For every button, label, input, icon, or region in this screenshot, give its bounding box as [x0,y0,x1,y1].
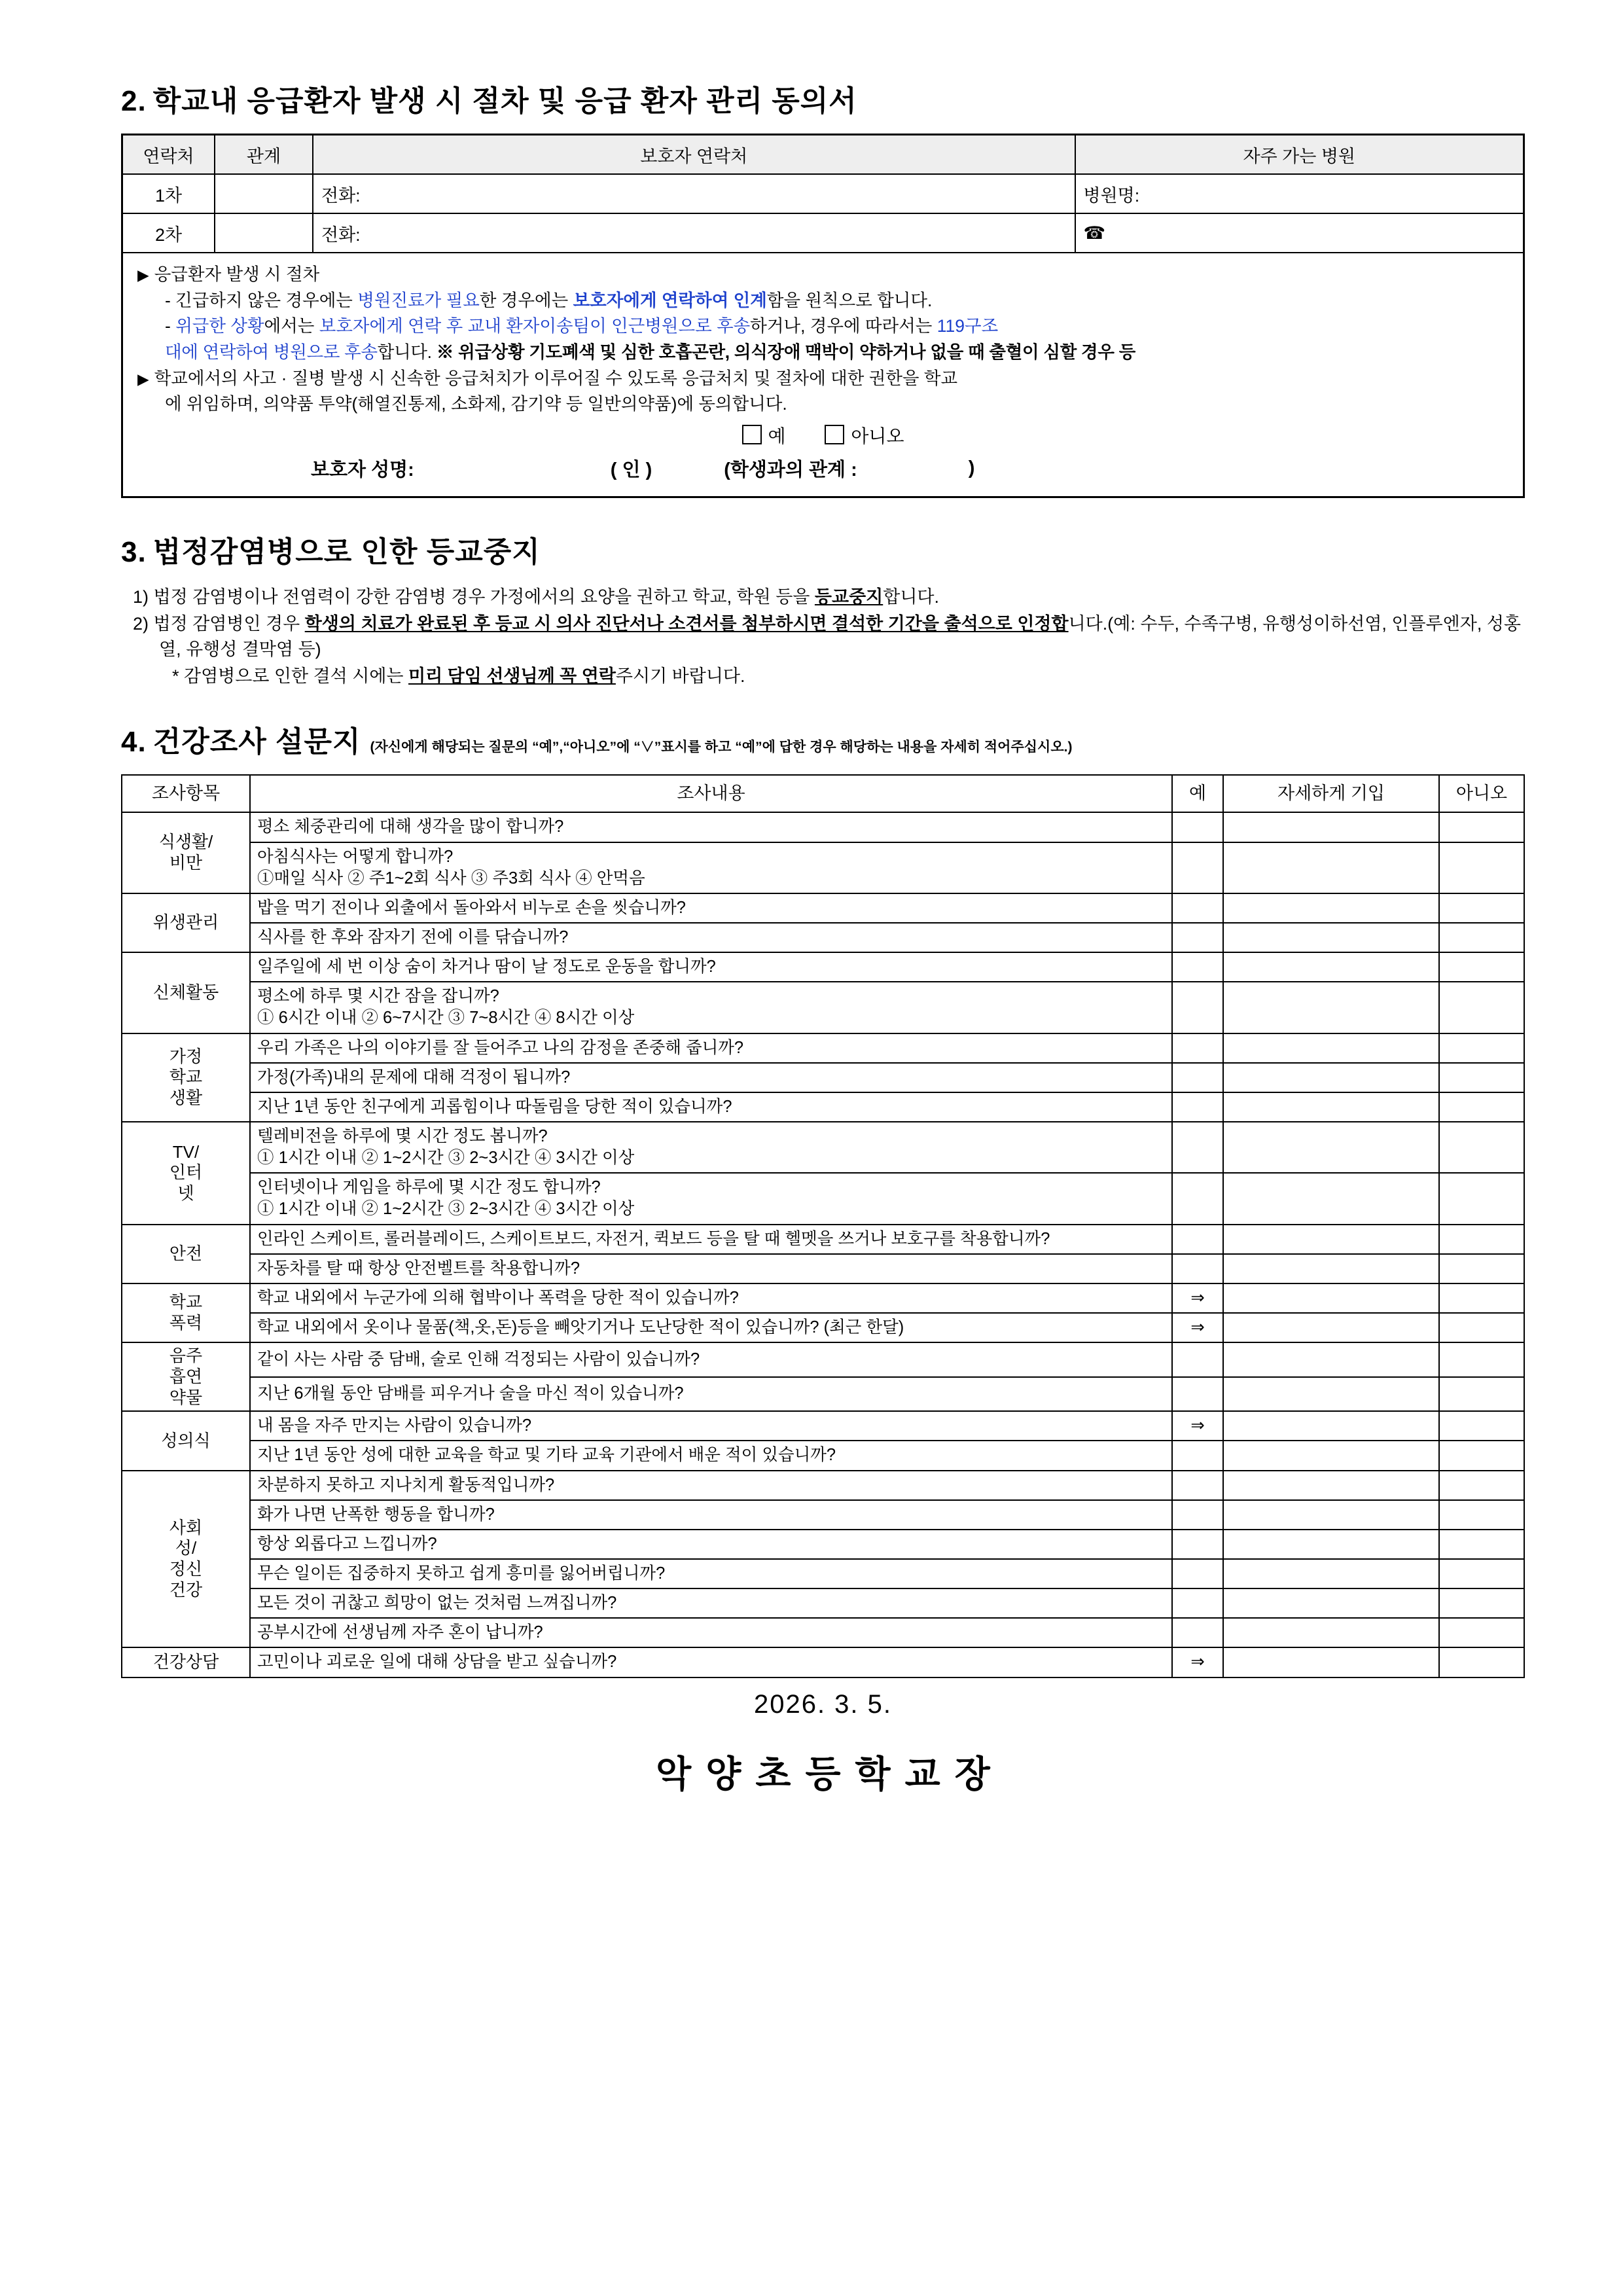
survey-question: 차분하지 못하고 지나치게 활동적입니까? [250,1471,1172,1500]
agreement-options [137,422,1508,448]
table-row [122,1377,1524,1412]
survey-yes-cell[interactable]: ⇒ [1172,1283,1223,1313]
survey-detail-cell[interactable] [1223,1225,1439,1254]
note-head-2b-text: 에 위임하며, 의약품 투약(해열진통제, 소화제, 감기약 등 일반의약품)에 동의합니다. [165,394,787,414]
note-line-2-c: 하거나, 경우에 따라서는 [750,316,937,336]
survey-no-cell[interactable] [1439,812,1524,842]
table-row [122,1122,1524,1173]
section2-heading-text: 학교내 응급환자 발생 시 절차 및 응급 환자 관리 동의서 [152,85,857,117]
contact-order-1: 1차 [123,174,215,213]
table-row [122,923,1524,952]
table-row [122,1033,1524,1063]
survey-detail-cell[interactable] [1223,1254,1439,1283]
table-row [123,174,1523,213]
agree-yes-label: 예 [768,425,786,446]
survey-no-cell[interactable] [1439,1033,1524,1063]
survey-question: 화가 나면 난폭한 행동을 합니까? [250,1500,1172,1530]
survey-yes-cell[interactable] [1172,1588,1223,1618]
survey-no-cell[interactable] [1439,1254,1524,1283]
survey-category: 학교 폭력 [122,1283,250,1342]
table-row [122,1283,1524,1313]
relation-field-2[interactable] [215,213,313,253]
agree-no-option[interactable] [825,426,904,446]
phone-icon: ☎ [1075,213,1524,253]
school-name: 악양초등학교장 [656,1753,1005,1795]
item-text-1b: 합니다. [883,586,939,607]
table-row [122,893,1524,923]
survey-category: 가정 학교 생활 [122,1033,250,1122]
item-text-2b: 니다.(예: 수두, 수족구병, 유행성이하선염, 인플루엔자, 성홍열, 유행성 결막염 등) [159,613,1521,660]
section3-note-b: 주시기 바랍니다. [615,666,745,687]
note-line-3-warning: ※ 위급상황 기도폐색 및 심한 호흡곤란, 의식장애 맥박이 약하거나 없을 때 출혈이 심할 경우 등 [436,342,1136,362]
table-row [122,1471,1524,1500]
survey-no-cell[interactable] [1439,1173,1524,1224]
table-row [122,1313,1524,1342]
document-date: 2026. 3. 5. [753,1689,893,1719]
emergency-contact-table [123,135,1523,253]
table-row [122,1588,1524,1618]
note-head-1 [137,262,1508,287]
note-line-1-boldblue: 보호자에게 연락하여 인계 [573,290,767,310]
col-header-guardian-contact: 보호자 연락처 [313,135,1075,174]
survey-no-cell[interactable] [1439,1618,1524,1647]
survey-no-cell[interactable] [1439,1225,1524,1254]
item-text-2a: 법정 감염병인 경우 [153,613,305,634]
phone-field-1[interactable]: 전화: [313,174,1075,213]
survey-category: 안전 [122,1225,250,1283]
survey-yes-cell[interactable] [1172,1618,1223,1647]
survey-yes-cell[interactable] [1172,1441,1223,1470]
phone-field-2[interactable]: 전화: [313,213,1075,253]
survey-yes-cell[interactable] [1172,812,1223,842]
note-line-1 [137,289,1508,314]
survey-yes-cell[interactable] [1172,1377,1223,1412]
survey-question: 지난 1년 동안 친구에게 괴롭힘이나 따돌림을 당한 적이 있습니까? [250,1092,1172,1122]
table-row [122,1559,1524,1588]
table-row [122,1173,1524,1224]
section3-list [121,584,1525,662]
survey-category: 식생활/ 비만 [122,812,250,893]
section4-title [121,718,1525,760]
checkbox-yes[interactable] [742,425,762,444]
survey-category: 음주 흡연 약물 [122,1342,250,1411]
survey-detail-cell[interactable] [1223,1063,1439,1092]
survey-yes-cell[interactable] [1172,982,1223,1033]
note-line-3-c: 합니다. [377,342,437,362]
table-row [122,1647,1524,1677]
table-row [122,952,1524,982]
survey-no-cell[interactable] [1439,1588,1524,1618]
note-line-1-c: 함을 원칙으로 합니다. [766,290,933,310]
col-header-no: 아니오 [1439,775,1524,812]
table-row [122,842,1524,893]
survey-no-cell[interactable] [1439,952,1524,982]
survey-detail-cell[interactable] [1223,1377,1439,1412]
survey-question: 일주일에 세 번 이상 숨이 차거나 땀이 날 정도로 운동을 합니까? [250,952,1172,982]
survey-question: 평소에 하루 몇 시간 잠을 잡니까? ① 6시간 이내 ② 6~7시간 ③ 7~8시간 ④ 8시간 이상 [250,982,1172,1033]
table-row [122,1092,1524,1122]
section3-title [121,528,1525,570]
note-line-2-a: - [165,316,176,336]
item-number-2: 2) [133,613,149,634]
section3-note-underline: 미리 담임 선생님께 꼭 연락 [408,666,616,687]
item-underline-1: 등교중지 [814,586,883,607]
agree-no-label: 아니오 [851,425,904,446]
table-row [122,1342,1524,1377]
note-head-2-text: 학교에서의 사고 · 질병 발생 시 신속한 응급처치가 이루어질 수 있도록 응급처치 및 절차에 대한 권한을 학교 [154,368,958,388]
survey-question: 텔레비전을 하루에 몇 시간 정도 봅니까? ① 1시간 이내 ② 1~2시간 ③ 2~3시간 ④ 3시간 이상 [250,1122,1172,1173]
survey-question: 아침식사는 어떻게 합니까? ①매일 식사 ② 주1~2회 식사 ③ 주3회 식사 ④ 안먹음 [250,842,1172,893]
section3-number: 3. [121,535,147,568]
table-row [122,1063,1524,1092]
triangle-bullet-icon-2: ▶ [137,370,149,387]
survey-yes-cell[interactable] [1172,1471,1223,1500]
survey-detail-cell[interactable] [1223,1313,1439,1342]
note-line-2 [137,314,1508,339]
survey-question: 평소 체중관리에 대해 생각을 많이 합니까? [250,812,1172,842]
survey-no-cell[interactable] [1439,1441,1524,1470]
col-header-detail: 자세하게 기입 [1223,775,1439,812]
survey-detail-cell[interactable] [1223,1173,1439,1224]
survey-yes-cell[interactable] [1172,923,1223,952]
section4-subtitle: (자신에게 해당되는 질문의 “예”,“아니오”에 “∨”표시를 하고 “예”에 답한 경우 해당하는 내용을 자세히 적어주십시오.) [370,740,1073,755]
note-line-2-blue3: 119구조 [936,316,999,336]
note-line-1-b: 한 경우에는 [479,290,573,310]
survey-yes-cell[interactable] [1172,952,1223,982]
survey-no-cell[interactable] [1439,1377,1524,1412]
survey-detail-cell[interactable] [1223,1122,1439,1173]
survey-no-cell[interactable] [1439,1313,1524,1342]
note-line-3 [137,340,1508,365]
survey-detail-cell[interactable] [1223,812,1439,842]
survey-question: 공부시간에 선생님께 자주 혼이 납니까? [250,1618,1172,1647]
survey-detail-cell[interactable] [1223,1092,1439,1122]
survey-category: 위생관리 [122,893,250,952]
survey-detail-cell[interactable] [1223,1033,1439,1063]
section2-number: 2. [121,85,147,117]
table-row [122,1411,1524,1441]
list-item [121,611,1525,662]
survey-detail-cell[interactable] [1223,1411,1439,1441]
survey-no-cell[interactable] [1439,1063,1524,1092]
health-survey-table [121,774,1525,1677]
survey-detail-cell[interactable] [1223,982,1439,1033]
survey-no-cell[interactable] [1439,923,1524,952]
survey-no-cell[interactable] [1439,1092,1524,1122]
survey-question: 식사를 한 후와 잠자기 전에 이를 닦습니까? [250,923,1172,952]
survey-question: 지난 6개월 동안 담배를 피우거나 술을 마신 적이 있습니까? [250,1377,1172,1412]
survey-detail-cell[interactable] [1223,1588,1439,1618]
note-line-3-blue: 대에 연락하여 병원으로 후송 [165,342,378,362]
survey-question: 자동차를 탈 때 항상 안전벨트를 착용합니까? [250,1254,1172,1283]
survey-question: 내 몸을 자주 만지는 사람이 있습니까? [250,1411,1172,1441]
survey-detail-cell[interactable] [1223,1283,1439,1313]
col-header-hospital: 자주 가는 병원 [1075,135,1524,174]
note-line-2-b: 에서는 [264,316,319,336]
survey-question: 가정(가족)내의 문제에 대해 걱정이 됩니까? [250,1063,1172,1092]
survey-question: 고민이나 괴로운 일에 대해 상담을 받고 싶습니까? [250,1647,1172,1677]
survey-detail-cell[interactable] [1223,893,1439,923]
survey-yes-cell[interactable]: ⇒ [1172,1313,1223,1342]
table-row [122,1530,1524,1559]
survey-category: 건강상담 [122,1647,250,1677]
survey-detail-cell[interactable] [1223,1441,1439,1470]
survey-question: 항상 외롭다고 느낍니까? [250,1530,1172,1559]
contact-order-2: 2차 [123,213,215,253]
survey-question: 학교 내외에서 누군가에 의해 협박이나 폭력을 당한 적이 있습니까? [250,1283,1172,1313]
survey-no-cell[interactable] [1439,1471,1524,1500]
survey-yes-cell[interactable] [1172,1500,1223,1530]
survey-no-cell[interactable] [1439,893,1524,923]
survey-detail-cell[interactable] [1223,1471,1439,1500]
survey-category: 신체활동 [122,952,250,1033]
survey-question: 밥을 먹기 전이나 외출에서 돌아와서 비누로 손을 씻습니까? [250,893,1172,923]
survey-yes-cell[interactable] [1172,1225,1223,1254]
survey-question: 지난 1년 동안 성에 대한 교육을 학교 및 기타 교육 기관에서 배운 적이 있습니까? [250,1441,1172,1470]
section2-box [121,134,1525,498]
table-row [122,1441,1524,1470]
survey-detail-cell[interactable] [1223,923,1439,952]
survey-detail-cell[interactable] [1223,952,1439,982]
hospital-field-1[interactable]: 병원명: [1075,174,1524,213]
section4-heading-text: 건강조사 설문지 [152,726,361,759]
table-row [122,1254,1524,1283]
survey-no-cell[interactable] [1439,1530,1524,1559]
item-underline-2: 학생의 치료가 완료된 후 등교 시 의사 진단서나 소견서를 첨부하시면 결석한 기간을 출석으로 인정합 [304,613,1069,634]
survey-yes-cell[interactable] [1172,1033,1223,1063]
list-item [121,584,1525,610]
survey-yes-cell[interactable]: ⇒ [1172,1647,1223,1677]
survey-no-cell[interactable] [1439,1283,1524,1313]
emergency-notes [123,253,1523,496]
note-head-2b [137,392,1508,417]
survey-yes-cell[interactable] [1172,1122,1223,1173]
relation-field-1[interactable] [215,174,313,213]
survey-question: 인라인 스케이트, 롤러블레이드, 스케이트보드, 자전거, 퀵보드 등을 탈 때 헬멧을 쓰거나 보호구를 착용합니까? [250,1225,1172,1254]
survey-detail-cell[interactable] [1223,1342,1439,1377]
table-header-row [123,135,1523,174]
survey-category: 성의식 [122,1411,250,1470]
survey-detail-cell[interactable] [1223,1647,1439,1677]
survey-detail-cell[interactable] [1223,1530,1439,1559]
survey-detail-cell[interactable] [1223,842,1439,893]
survey-yes-cell[interactable] [1172,1342,1223,1377]
table-row [122,1225,1524,1254]
note-line-1-blue: 병원진료가 필요 [357,290,480,310]
survey-detail-cell[interactable] [1223,1500,1439,1530]
survey-no-cell[interactable] [1439,1342,1524,1377]
table-row [122,812,1524,842]
col-header-contact: 연락처 [123,135,215,174]
section3 [121,528,1525,690]
survey-no-cell[interactable] [1439,1500,1524,1530]
survey-category: TV/ 인터 넷 [122,1122,250,1225]
section3-note [121,664,1525,689]
item-text-1a: 법정 감염병이나 전염력이 강한 감염병 경우 가정에서의 요양을 권하고 학교, 학원 등을 [153,586,815,607]
table-row [122,1500,1524,1530]
survey-question: 같이 사는 사람 중 담배, 술로 인해 걱정되는 사람이 있습니까? [250,1342,1172,1377]
survey-question: 무슨 일이든 집중하지 못하고 쉽게 흥미를 잃어버립니까? [250,1559,1172,1588]
table-row [123,213,1523,253]
section3-note-a: * 감염병으로 인한 결석 시에는 [172,666,408,687]
note-line-2-blue2: 보호자에게 연락 후 교내 환자이송팀이 인근병원으로 후송 [319,316,751,336]
survey-question: 우리 가족은 나의 이야기를 잘 들어주고 나의 감정을 존중해 줍니까? [250,1033,1172,1063]
survey-yes-cell[interactable]: ⇒ [1172,1411,1223,1441]
guardian-seal-label: ( 인 ) [610,459,652,480]
note-head-2 [137,367,1508,391]
survey-no-cell[interactable] [1439,1647,1524,1677]
survey-detail-cell[interactable] [1223,1618,1439,1647]
triangle-bullet-icon: ▶ [137,266,149,283]
survey-yes-cell[interactable] [1172,1063,1223,1092]
guardian-relation-close: ) [968,457,975,478]
survey-category: 사회 성/ 정신 건강 [122,1471,250,1648]
survey-no-cell[interactable] [1439,1411,1524,1441]
survey-yes-cell[interactable] [1172,893,1223,923]
col-header-category: 조사항목 [122,775,250,812]
survey-detail-cell[interactable] [1223,1559,1439,1588]
survey-no-cell[interactable] [1439,842,1524,893]
note-line-1-a: - 긴급하지 않은 경우에는 [165,290,358,310]
survey-yes-cell[interactable] [1172,1173,1223,1224]
guardian-relation-label: (학생과의 관계 : [724,459,857,480]
item-number-1: 1) [133,586,149,607]
guardian-name-label: 보호자 성명: [311,459,414,480]
note-head-1-text: 응급환자 발생 시 절차 [154,264,320,284]
survey-yes-cell[interactable] [1172,1092,1223,1122]
survey-question: 학교 내외에서 옷이나 물품(책,옷,돈)등을 빼앗기거나 도난당한 적이 있습니까? (최근 한달) [250,1313,1172,1342]
survey-yes-cell[interactable] [1172,1254,1223,1283]
table-row [122,1618,1524,1647]
section3-heading-text: 법정감염병으로 인한 등교중지 [152,535,541,568]
section2-title [121,77,1525,119]
agree-yes-option[interactable] [742,426,786,446]
col-header-question: 조사내용 [250,775,1172,812]
col-header-yes: 예 [1172,775,1223,812]
survey-no-cell[interactable] [1439,1559,1524,1588]
survey-yes-cell[interactable] [1172,1530,1223,1559]
guardian-signature-row [137,448,1508,491]
survey-yes-cell[interactable] [1172,842,1223,893]
survey-no-cell[interactable] [1439,982,1524,1033]
table-row [122,982,1524,1033]
survey-question: 모든 것이 귀찮고 희망이 없는 것처럼 느껴집니까? [250,1588,1172,1618]
survey-header-row [122,775,1524,812]
checkbox-no[interactable] [825,425,844,444]
survey-yes-cell[interactable] [1172,1559,1223,1588]
section4-number: 4. [121,726,147,759]
col-header-relation: 관계 [215,135,313,174]
survey-question: 인터넷이나 게임을 하루에 몇 시간 정도 합니까? ① 1시간 이내 ② 1~2시간 ③ 2~3시간 ④ 3시간 이상 [250,1173,1172,1224]
note-line-2-blue1: 위급한 상황 [175,316,264,336]
survey-no-cell[interactable] [1439,1122,1524,1173]
